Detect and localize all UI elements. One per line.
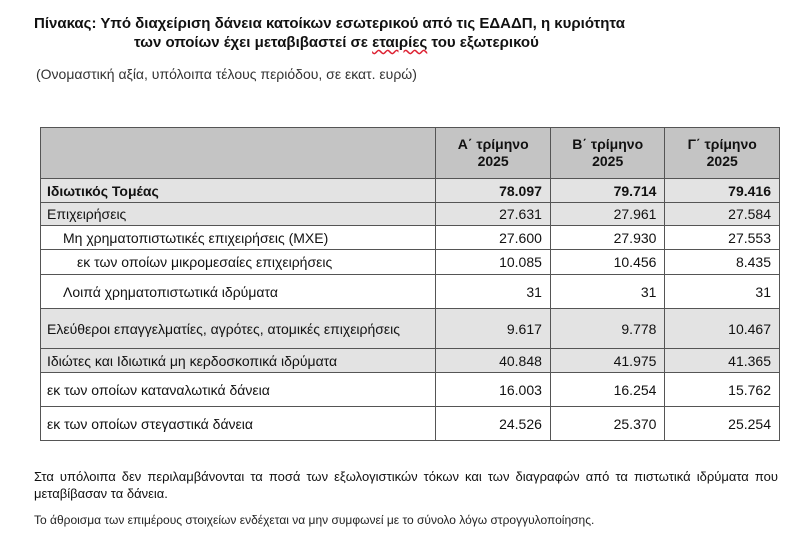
- row-value-q3: 27.553: [665, 226, 780, 250]
- header-q1: [436, 128, 551, 179]
- table-row-private-sector: [41, 179, 780, 203]
- title-line2: [34, 33, 774, 52]
- header-q3-line1: Γ΄ τρίμηνο: [687, 136, 757, 152]
- row-value-q1: 40.848: [436, 349, 551, 373]
- row-value-q3: 8.435: [665, 250, 780, 275]
- row-value-q1: 9.617: [436, 309, 551, 349]
- row-label: Μη χρηματοπιστωτικές επιχειρήσεις (ΜΧΕ): [41, 226, 436, 250]
- header-q1-line1: Α΄ τρίμηνο: [457, 136, 529, 152]
- title-line1: Υπό διαχείριση δάνεια κατοίκων εσωτερικού από τις ΕΔΑΔΠ, η κυριότητα: [100, 15, 625, 32]
- header-q2-line2: 2025: [592, 153, 624, 169]
- footnote-rounding: Το άθροισμα των επιμέρους στοιχείων ενδέχεται να μην συμφωνεί με το σύνολο λόγω στρογγυλοποίησης.: [34, 513, 595, 527]
- row-label: Ελεύθεροι επαγγελματίες, αγρότες, ατομικές επιχειρήσεις: [41, 309, 436, 349]
- header-blank-cell: [41, 128, 436, 179]
- table-row-other-financial: [41, 275, 780, 309]
- row-label: εκ των οποίων μικρομεσαίες επιχειρήσεις: [41, 250, 436, 275]
- row-value-q1: 24.526: [436, 407, 551, 441]
- table-row-self-employed: [41, 309, 780, 349]
- row-value-q1: 10.085: [436, 250, 551, 275]
- title-line2-misspelled-word: εταιρίες: [372, 34, 428, 51]
- title-label: Πίνακας:: [34, 15, 97, 32]
- row-value-q1: 78.097: [436, 179, 551, 203]
- title-line2-post: του εξωτερικού: [427, 34, 539, 51]
- row-value-q2: 41.975: [550, 349, 665, 373]
- row-value-q3: 27.584: [665, 203, 780, 226]
- table-subtitle: (Ονομαστική αξία, υπόλοιπα τέλους περιόδου, σε εκατ. ευρώ): [36, 66, 417, 82]
- page-title: [34, 14, 774, 52]
- table-row-consumer-loans: [41, 373, 780, 407]
- row-value-q1: 27.631: [436, 203, 551, 226]
- row-label: Ιδιωτικός Τομέας: [41, 179, 436, 203]
- row-value-q2: 27.930: [550, 226, 665, 250]
- header-q3-line2: 2025: [706, 153, 738, 169]
- header-q2-line1: Β΄ τρίμηνο: [572, 136, 644, 152]
- header-q3: [665, 128, 780, 179]
- row-label: εκ των οποίων καταναλωτικά δάνεια: [41, 373, 436, 407]
- row-value-q2: 79.714: [550, 179, 665, 203]
- row-value-q3: 31: [665, 275, 780, 309]
- footnote-exclusions: Στα υπόλοιπα δεν περιλαμβάνονται τα ποσά των εξωλογιστικών τόκων και των διαγραφών από τα πιστωτικά ιδρύματα που μεταβίβασαν τα δάνεια.: [34, 469, 778, 501]
- row-value-q3: 79.416: [665, 179, 780, 203]
- row-value-q1: 27.600: [436, 226, 551, 250]
- header-q2: [550, 128, 665, 179]
- row-label: Ιδιώτες και Ιδιωτικά μη κερδοσκοπικά ιδρύματα: [41, 349, 436, 373]
- row-value-q3: 25.254: [665, 407, 780, 441]
- row-label: εκ των οποίων στεγαστικά δάνεια: [41, 407, 436, 441]
- row-value-q2: 27.961: [550, 203, 665, 226]
- row-value-q2: 10.456: [550, 250, 665, 275]
- row-value-q2: 16.254: [550, 373, 665, 407]
- table-row-businesses: [41, 203, 780, 226]
- table-row-individuals: [41, 349, 780, 373]
- row-value-q1: 16.003: [436, 373, 551, 407]
- row-value-q3: 10.467: [665, 309, 780, 349]
- row-value-q2: 31: [550, 275, 665, 309]
- row-label: Επιχειρήσεις: [41, 203, 436, 226]
- table-row-housing-loans: [41, 407, 780, 441]
- title-line2-pre: των οποίων έχει μεταβιβαστεί σε: [134, 34, 373, 51]
- row-label: Λοιπά χρηματοπιστωτικά ιδρύματα: [41, 275, 436, 309]
- table-row-non-financial: [41, 226, 780, 250]
- header-q1-line2: 2025: [477, 153, 509, 169]
- row-value-q2: 9.778: [550, 309, 665, 349]
- table-row-sme: [41, 250, 780, 275]
- row-value-q1: 31: [436, 275, 551, 309]
- row-value-q3: 41.365: [665, 349, 780, 373]
- row-value-q2: 25.370: [550, 407, 665, 441]
- table-header-row: [41, 128, 780, 179]
- loans-table: [40, 127, 780, 441]
- row-value-q3: 15.762: [665, 373, 780, 407]
